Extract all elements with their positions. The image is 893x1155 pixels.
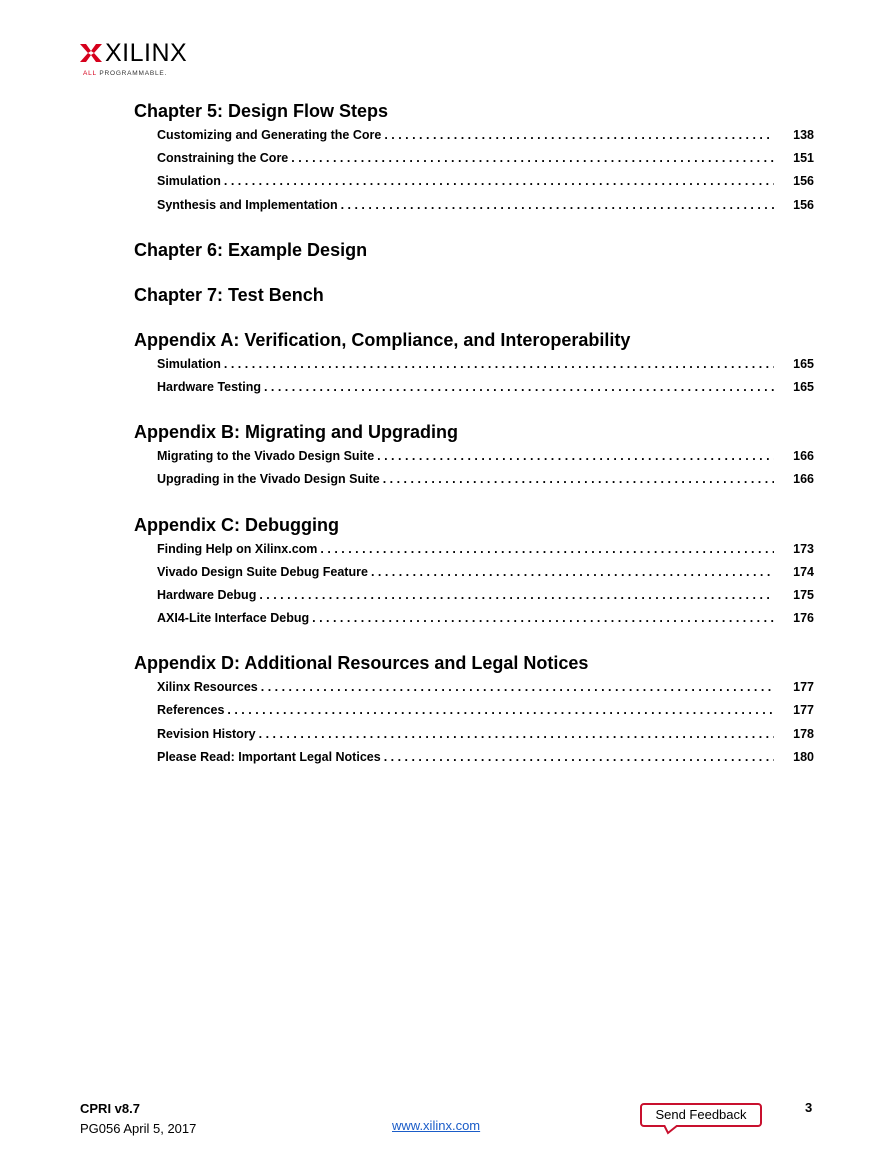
toc-entry[interactable] [157, 750, 814, 773]
toc-entry-label: Constraining the Core [157, 151, 289, 166]
toc-section-title[interactable]: Chapter 7: Test Bench [134, 284, 324, 305]
toc-leader-dots [384, 750, 774, 764]
footer-doc-info [80, 1099, 196, 1139]
toc-entry[interactable] [157, 357, 814, 380]
toc-entry-label: Customizing and Generating the Core [157, 128, 382, 142]
send-feedback-button[interactable]: Send Feedback [640, 1103, 762, 1127]
toc-section [134, 239, 814, 261]
page-number: 3 [805, 1100, 813, 1115]
toc-leader-dots [224, 357, 774, 371]
toc-entry[interactable] [157, 128, 814, 151]
feedback-bubble-tail-icon [664, 1125, 684, 1135]
toc-entry[interactable] [157, 380, 814, 403]
toc-section [134, 100, 814, 221]
toc-leader-dots [371, 565, 774, 579]
toc-entry[interactable] [157, 198, 814, 221]
toc-entry[interactable] [157, 703, 814, 726]
doc-title: CPRI v8.7 [80, 1101, 140, 1116]
toc-entry-label: References [157, 703, 225, 718]
toc-section-title[interactable]: Appendix D: Additional Resources and Legal Notices [134, 653, 589, 674]
toc-leader-dots [224, 174, 774, 188]
toc-entry-page: 156 [793, 197, 814, 212]
toc-leader-dots [259, 588, 774, 602]
toc-leader-dots [320, 542, 774, 556]
toc-section-title[interactable]: Appendix C: Debugging [134, 514, 339, 535]
toc-leader-dots [383, 472, 774, 486]
toc-entry-label: Synthesis and Implementation [157, 197, 338, 212]
toc-entry[interactable] [157, 588, 814, 611]
toc-leader-dots [261, 680, 774, 694]
toc-entry[interactable] [157, 472, 814, 495]
toc-entry[interactable] [157, 151, 814, 174]
toc-entry-label: Hardware Debug [157, 587, 257, 602]
toc-entry-page: 173 [793, 541, 814, 556]
toc-entry[interactable] [157, 565, 814, 588]
toc-leader-dots [291, 151, 774, 165]
toc-section [134, 329, 814, 403]
toc-section-title[interactable]: Appendix A: Verification, Compliance, and Interoperability [134, 329, 631, 350]
toc-entry[interactable] [157, 680, 814, 703]
logo-wordmark: XILINX [105, 39, 188, 67]
toc-entry-label: Finding Help on Xilinx.com [157, 541, 318, 556]
toc-leader-dots [227, 703, 774, 717]
toc-entry[interactable] [157, 611, 814, 634]
toc-section-title[interactable]: Chapter 6: Example Design [134, 239, 368, 260]
toc-entry-page: 156 [793, 174, 814, 189]
toc-entry[interactable] [157, 542, 814, 565]
toc-entry-label: Hardware Testing [157, 379, 261, 394]
toc-entry-page: 175 [793, 587, 814, 602]
xilinx-logo [80, 40, 220, 84]
toc-entry[interactable] [157, 174, 814, 197]
toc-leader-dots [341, 198, 774, 212]
toc-entry-page: 165 [793, 379, 814, 394]
toc-entry-label: Revision History [157, 726, 256, 741]
toc-leader-dots [259, 727, 774, 741]
toc-entry-page: 177 [793, 703, 814, 718]
toc-entry-label: Upgrading in the Vivado Design Suite [157, 472, 380, 487]
toc-entry-label: Simulation [157, 174, 221, 189]
toc-entry-page: 165 [793, 356, 814, 371]
toc-leader-dots [384, 128, 774, 142]
toc-entry-page: 178 [793, 726, 814, 741]
xilinx-x-icon [80, 42, 102, 64]
toc-entry-page: 180 [793, 749, 814, 764]
toc-entry-page: 177 [793, 680, 814, 695]
toc-entry-label: Please Read: Important Legal Notices [157, 749, 381, 764]
toc-section [134, 652, 814, 773]
table-of-contents [134, 100, 814, 791]
toc-entry-label: AXI4-Lite Interface Debug [157, 611, 310, 626]
logo-tagline: ALL PROGRAMMABLE. [83, 70, 168, 77]
toc-entry-label: Simulation [157, 356, 221, 371]
toc-leader-dots [264, 380, 774, 394]
doc-id-date: PG056 April 5, 2017 [80, 1121, 197, 1136]
toc-entry-page: 166 [793, 472, 814, 487]
toc-section [134, 284, 814, 306]
toc-entry-page: 138 [793, 128, 814, 142]
toc-section-title[interactable]: Appendix B: Migrating and Upgrading [134, 422, 458, 443]
toc-section-title[interactable]: Chapter 5: Design Flow Steps [134, 101, 389, 121]
toc-leader-dots [312, 611, 774, 625]
toc-entry-page: 176 [793, 611, 814, 626]
toc-leader-dots [377, 449, 774, 463]
toc-entry[interactable] [157, 449, 814, 472]
toc-entry-label: Xilinx Resources [157, 680, 258, 695]
toc-entry-label: Migrating to the Vivado Design Suite [157, 449, 375, 464]
toc-entry-page: 151 [793, 151, 814, 166]
toc-section [134, 514, 814, 635]
toc-entry-page: 174 [793, 564, 814, 579]
toc-entry[interactable] [157, 727, 814, 750]
toc-section [134, 421, 814, 495]
xilinx-website-link[interactable]: www.xilinx.com [392, 1118, 481, 1133]
toc-entry-page: 166 [793, 449, 814, 464]
toc-entry-label: Vivado Design Suite Debug Feature [157, 564, 368, 579]
